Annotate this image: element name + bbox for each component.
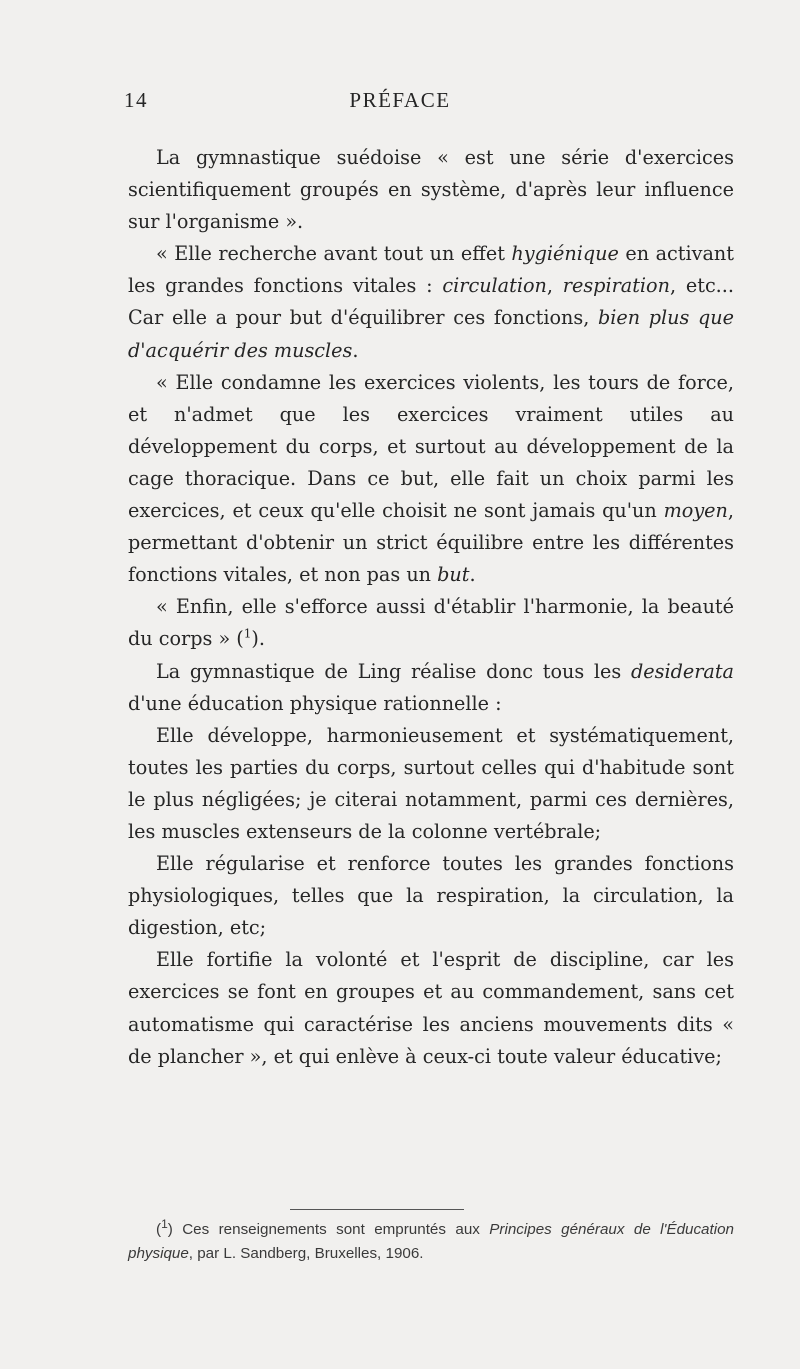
italic-text: moyen — [663, 499, 728, 523]
paragraph — [128, 238, 734, 366]
paragraph — [128, 591, 734, 655]
text-run: ( — [156, 1221, 162, 1238]
text-run: Elle développe, harmonieusement et systématiquement, toutes les parties du corps, surtout celles qui d'habitude sont le plus négligées; je citerai notamment, parmi ces dernières, les muscles extenseurs de la colonne vertébrale; — [128, 723, 734, 843]
paragraph — [128, 656, 734, 720]
paragraph — [128, 720, 734, 848]
text-run: en activant les grandes fonctions vitales : — [128, 242, 734, 298]
text-run: . — [352, 338, 359, 362]
text-run: La gymnastique suédoise « est une série d'exercices scientifiquement groupés en système, d'après leur influence sur l'organisme ». — [128, 146, 734, 234]
text-run: La gymnastique de Ling réalise donc tous les — [156, 659, 631, 683]
footnote-marker: 1 — [161, 1216, 168, 1231]
footnote-marker: 1 — [243, 627, 252, 642]
footnote — [128, 1218, 734, 1266]
italic-text: hygiénique — [511, 242, 619, 266]
running-head — [0, 88, 800, 118]
footnote-divider — [290, 1209, 464, 1210]
text-run: ). — [251, 627, 265, 651]
paragraph — [128, 367, 734, 592]
italic-text: desiderata — [630, 659, 734, 683]
text-run: . — [469, 563, 476, 587]
running-title: PRÉFACE — [349, 88, 451, 112]
italic-text: circulation — [442, 274, 547, 298]
paragraph — [128, 848, 734, 944]
text-run: , par L. Sandberg, Bruxelles, 1906. — [188, 1245, 424, 1262]
text-run: d'une éducation physique rationnelle : — [128, 691, 502, 715]
text-run: « Elle recherche avant tout un effet — [156, 242, 512, 266]
text-run: , etc... Car elle a pour but d'équilibrer ces fonctions, — [128, 274, 734, 330]
text-run: , — [546, 274, 563, 298]
text-run: Elle régularise et renforce toutes les grandes fonctions physiologiques, telles que la respiration, la circulation, la digestion, etc; — [128, 852, 734, 940]
italic-text: respiration — [562, 274, 670, 298]
text-run: ) Ces renseignements sont empruntés aux — [167, 1221, 490, 1238]
text-run: , permettant d'obtenir un strict équilibre entre les différentes fonctions vitales, et non pas un — [128, 499, 734, 587]
text-run: « Enfin, elle s'efforce aussi d'établir l'harmonie, la beauté du corps » ( — [128, 595, 734, 651]
italic-text: bien plus que d'acquérir des muscles — [128, 306, 734, 362]
paragraph — [128, 142, 734, 238]
paragraph — [128, 944, 734, 1072]
text-run: « Elle condamne les exercices violents, les tours de force, et n'admet que les exercices vraiment utiles au développement du corps, et surtout au développement de la cage thoracique. Dans ce but, elle fait un choix parmi les exercices, et ceux qu'elle choisit ne sont jamais qu'un — [128, 370, 734, 523]
page-number: 14 — [124, 88, 148, 112]
body-text — [128, 142, 734, 1073]
italic-text: but — [437, 563, 470, 587]
text-run: Elle fortifie la volonté et l'esprit de discipline, car les exercices se font en groupes et au commandement, sans cet automatisme qui caractérise les anciens mouvements dits « de plancher », et qui enlève à ceux-ci toute valeur éducative; — [128, 948, 734, 1068]
italic-text: Principes généraux de l'Éducation physique — [128, 1221, 734, 1262]
